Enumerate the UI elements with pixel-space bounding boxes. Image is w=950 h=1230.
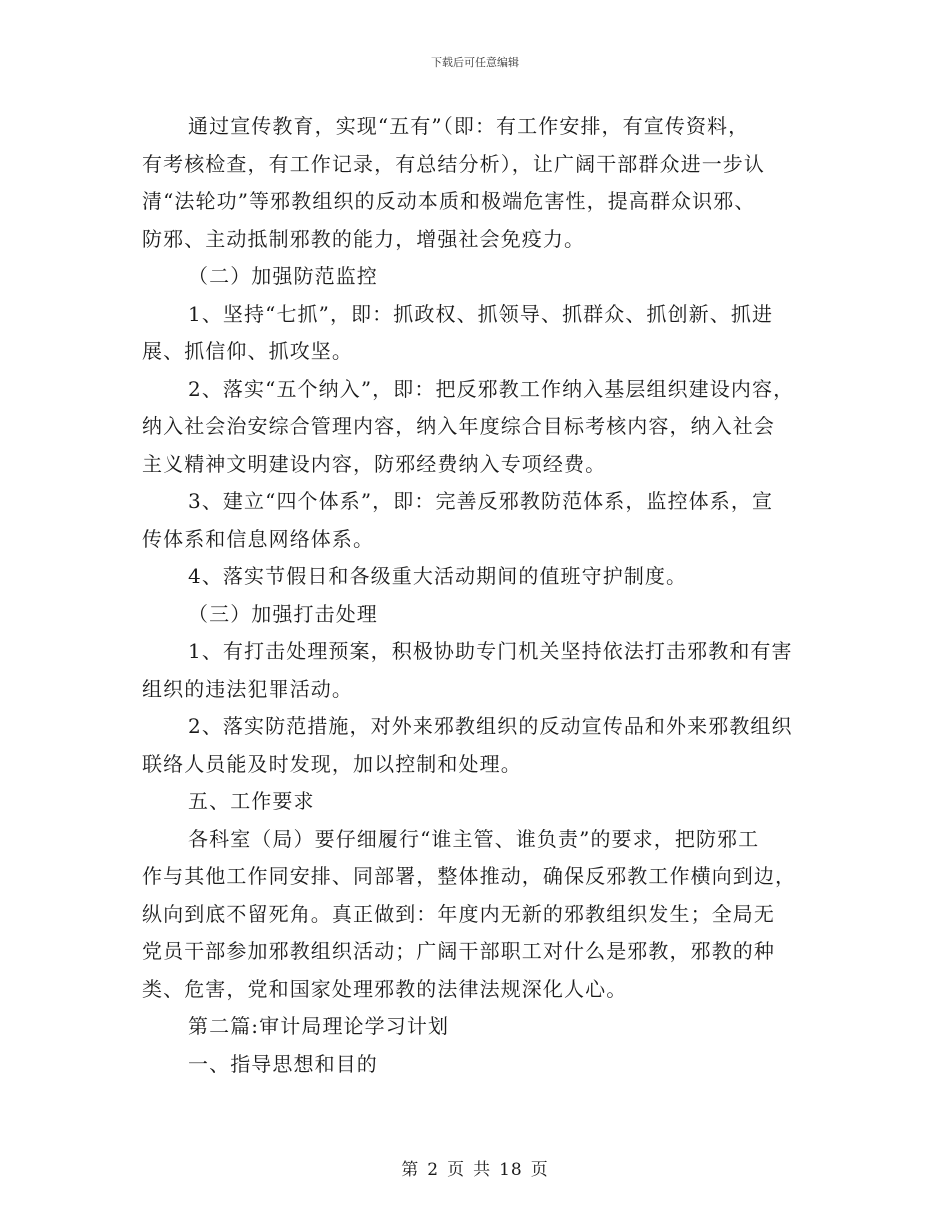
text-line: 联络人员能及时发现，加以控制和处理。 <box>142 751 522 776</box>
footer-total-label: 共 <box>473 1160 492 1180</box>
section-heading: 一、指导思想和目的 <box>188 1051 378 1076</box>
footer-prefix: 第 <box>401 1160 420 1180</box>
text-line: 作与其他工作同安排、同部署，整体推动，确保反邪教工作横向到边， <box>142 864 797 888</box>
text-line: 组织的违法犯罪活动。 <box>142 676 353 701</box>
text-line: 1、有打击处理预案，积极协助专门机关坚持依法打击邪教和有害 <box>188 639 793 663</box>
text-line: 通过宣传教育，实现“五有”（即：有工作安排，有宣传资料， <box>188 114 750 138</box>
text-line: 纵向到底不留死角。真正做到：年度内无新的邪教组织发生；全局无 <box>142 901 775 926</box>
text-line: 主义精神文明建设内容，防邪经费纳入专项经费。 <box>142 451 607 476</box>
text-line: 展、抓信仰、抓攻坚。 <box>142 339 353 363</box>
document-body <box>142 108 812 1083</box>
page-number: 2 <box>427 1160 440 1180</box>
footer-suffix: 页 <box>530 1160 549 1180</box>
text-line: 有考核检查，有工作记录，有总结分析），让广阔干部群众进一步认 <box>142 151 765 176</box>
section-heading: （三）加强打击处理 <box>188 601 378 626</box>
page-header: 下载后可任意编辑 <box>431 56 519 69</box>
text-line: 1、坚持“七抓”，即：抓政权、抓领导、抓群众、抓创新、抓进 <box>188 301 774 326</box>
text-line: 2、落实防范措施，对外来邪教组织的反动宣传品和外来邪教组织 <box>188 714 793 738</box>
text-line: 防邪、主动抵制邪教的能力，增强社会免疫力。 <box>142 226 586 251</box>
text-line: 党员干部参加邪教组织活动；广阔干部职工对什么是邪教，邪教的种 <box>142 939 775 963</box>
text-line: 纳入社会治安综合管理内容，纳入年度综合目标考核内容，纳入社会 <box>142 414 775 438</box>
section-heading: 五、工作要求 <box>188 789 315 813</box>
text-line: 清“法轮功”等邪教组织的反动本质和极端危害性，提高群众识邪、 <box>142 189 756 213</box>
text-line: 2、落实“五个纳入”，即：把反邪教工作纳入基层组织建设内容， <box>188 376 795 401</box>
text-line: 传体系和信息网络体系。 <box>142 526 375 551</box>
footer-page-word: 页 <box>447 1160 466 1180</box>
page-footer <box>0 1155 950 1180</box>
text-line: 4、落实节假日和各级重大活动期间的值班守护制度。 <box>188 564 688 588</box>
total-pages: 18 <box>499 1160 523 1180</box>
text-line: 类、危害，党和国家处理邪教的法律法规深化人心。 <box>142 976 628 1001</box>
text-line: 3、建立“四个体系”，即：完善反邪教防范体系，监控体系，宣 <box>188 489 774 513</box>
section-heading: （二）加强防范监控 <box>188 264 378 288</box>
section-heading: 第二篇:审计局理论学习计划 <box>188 1014 450 1038</box>
text-line: 各科室（局）要仔细履行“谁主管、谁负责”的要求，把防邪工 <box>188 826 760 851</box>
